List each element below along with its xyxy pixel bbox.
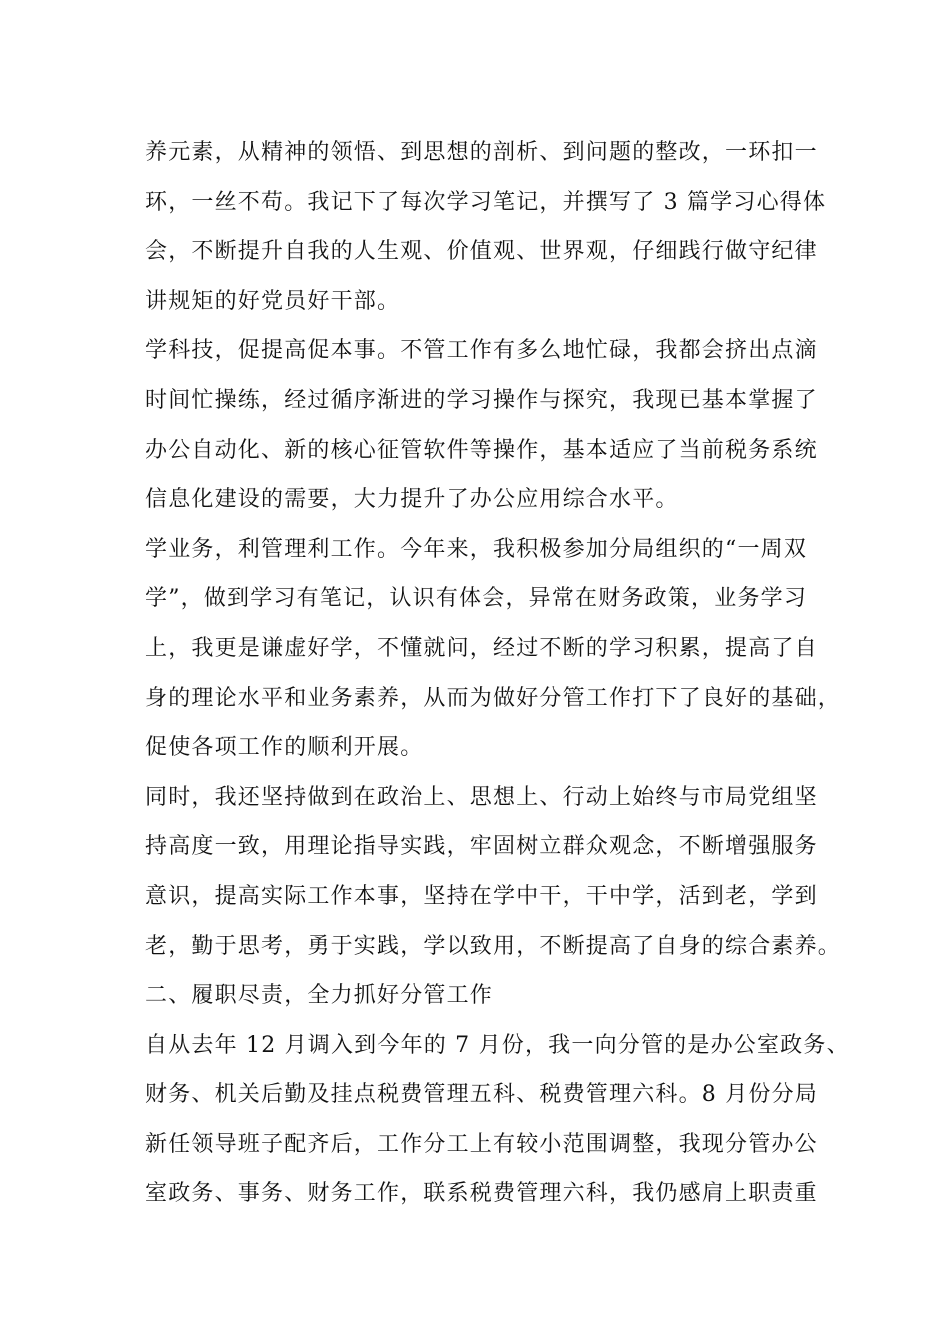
text-line: 办公自动化、新的核心征管软件等操作，基本适应了当前税务系统 <box>145 437 818 463</box>
text-line: 环，一丝不苟。我记下了每次学习笔记，并撰写了 3 篇学习心得体 <box>145 189 827 215</box>
document-body <box>145 128 850 1219</box>
text-line: 持高度一致，用理论指导实践，牢固树立群众观念，不断增强服务 <box>145 834 818 860</box>
section-heading: 二、履职尽责，全力抓好分管工作 <box>145 983 494 1009</box>
text-line: 信息化建设的需要，大力提升了办公应用综合水平。 <box>145 487 679 513</box>
text-line: 学”，做到学习有笔记，认识有体会，异常在财务政策，业务学习 <box>145 586 808 612</box>
text-line: 养元素，从精神的领悟、到思想的剖析、到问题的整改，一环扣一 <box>145 140 818 165</box>
text-line: 财务、机关后勤及挂点税费管理五科、税费管理六科。8 月份分局 <box>145 1082 818 1108</box>
text-line: 学科技，促提高促本事。不管工作有多么地忙碌，我都会挤出点滴 <box>145 338 818 364</box>
text-line: 上，我更是谦虚好学，不懂就问，经过不断的学习积累，提高了自 <box>145 635 818 661</box>
text-line: 促使各项工作的顺利开展。 <box>145 735 424 761</box>
text-line: 时间忙操练，经过循序渐进的学习操作与探究，我现已基本掌握了 <box>145 387 818 413</box>
text-line: 室政务、事务、财务工作，联系税费管理六科，我仍感肩上职责重 <box>145 1181 818 1207</box>
text-line: 意识，提高实际工作本事，坚持在学中干，干中学，活到老，学到 <box>145 883 818 909</box>
text-line: 同时，我还坚持做到在政治上、思想上、行动上始终与市局党组坚 <box>145 784 818 810</box>
text-line: 新任领导班子配齐后，工作分工上有较小范围调整，我现分管办公 <box>145 1131 818 1157</box>
text-line: 老，勤于思考，勇于实践，学以致用，不断提高了自身的综合素养。 <box>145 933 842 959</box>
text-line: 学业务，利管理利工作。今年来，我积极参加分局组织的“一周双 <box>145 536 808 562</box>
text-line: 身的理论水平和业务素养，从而为做好分管工作打下了良好的基础， <box>145 685 842 711</box>
text-line: 讲规矩的好党员好干部。 <box>145 288 401 314</box>
text-line: 自从去年 12 月调入到今年的 7 月份，我一向分管的是办公室政务、 <box>145 1032 850 1058</box>
text-line: 会，不断提升自我的人生观、价值观、世界观，仔细践行做守纪律 <box>145 239 818 265</box>
